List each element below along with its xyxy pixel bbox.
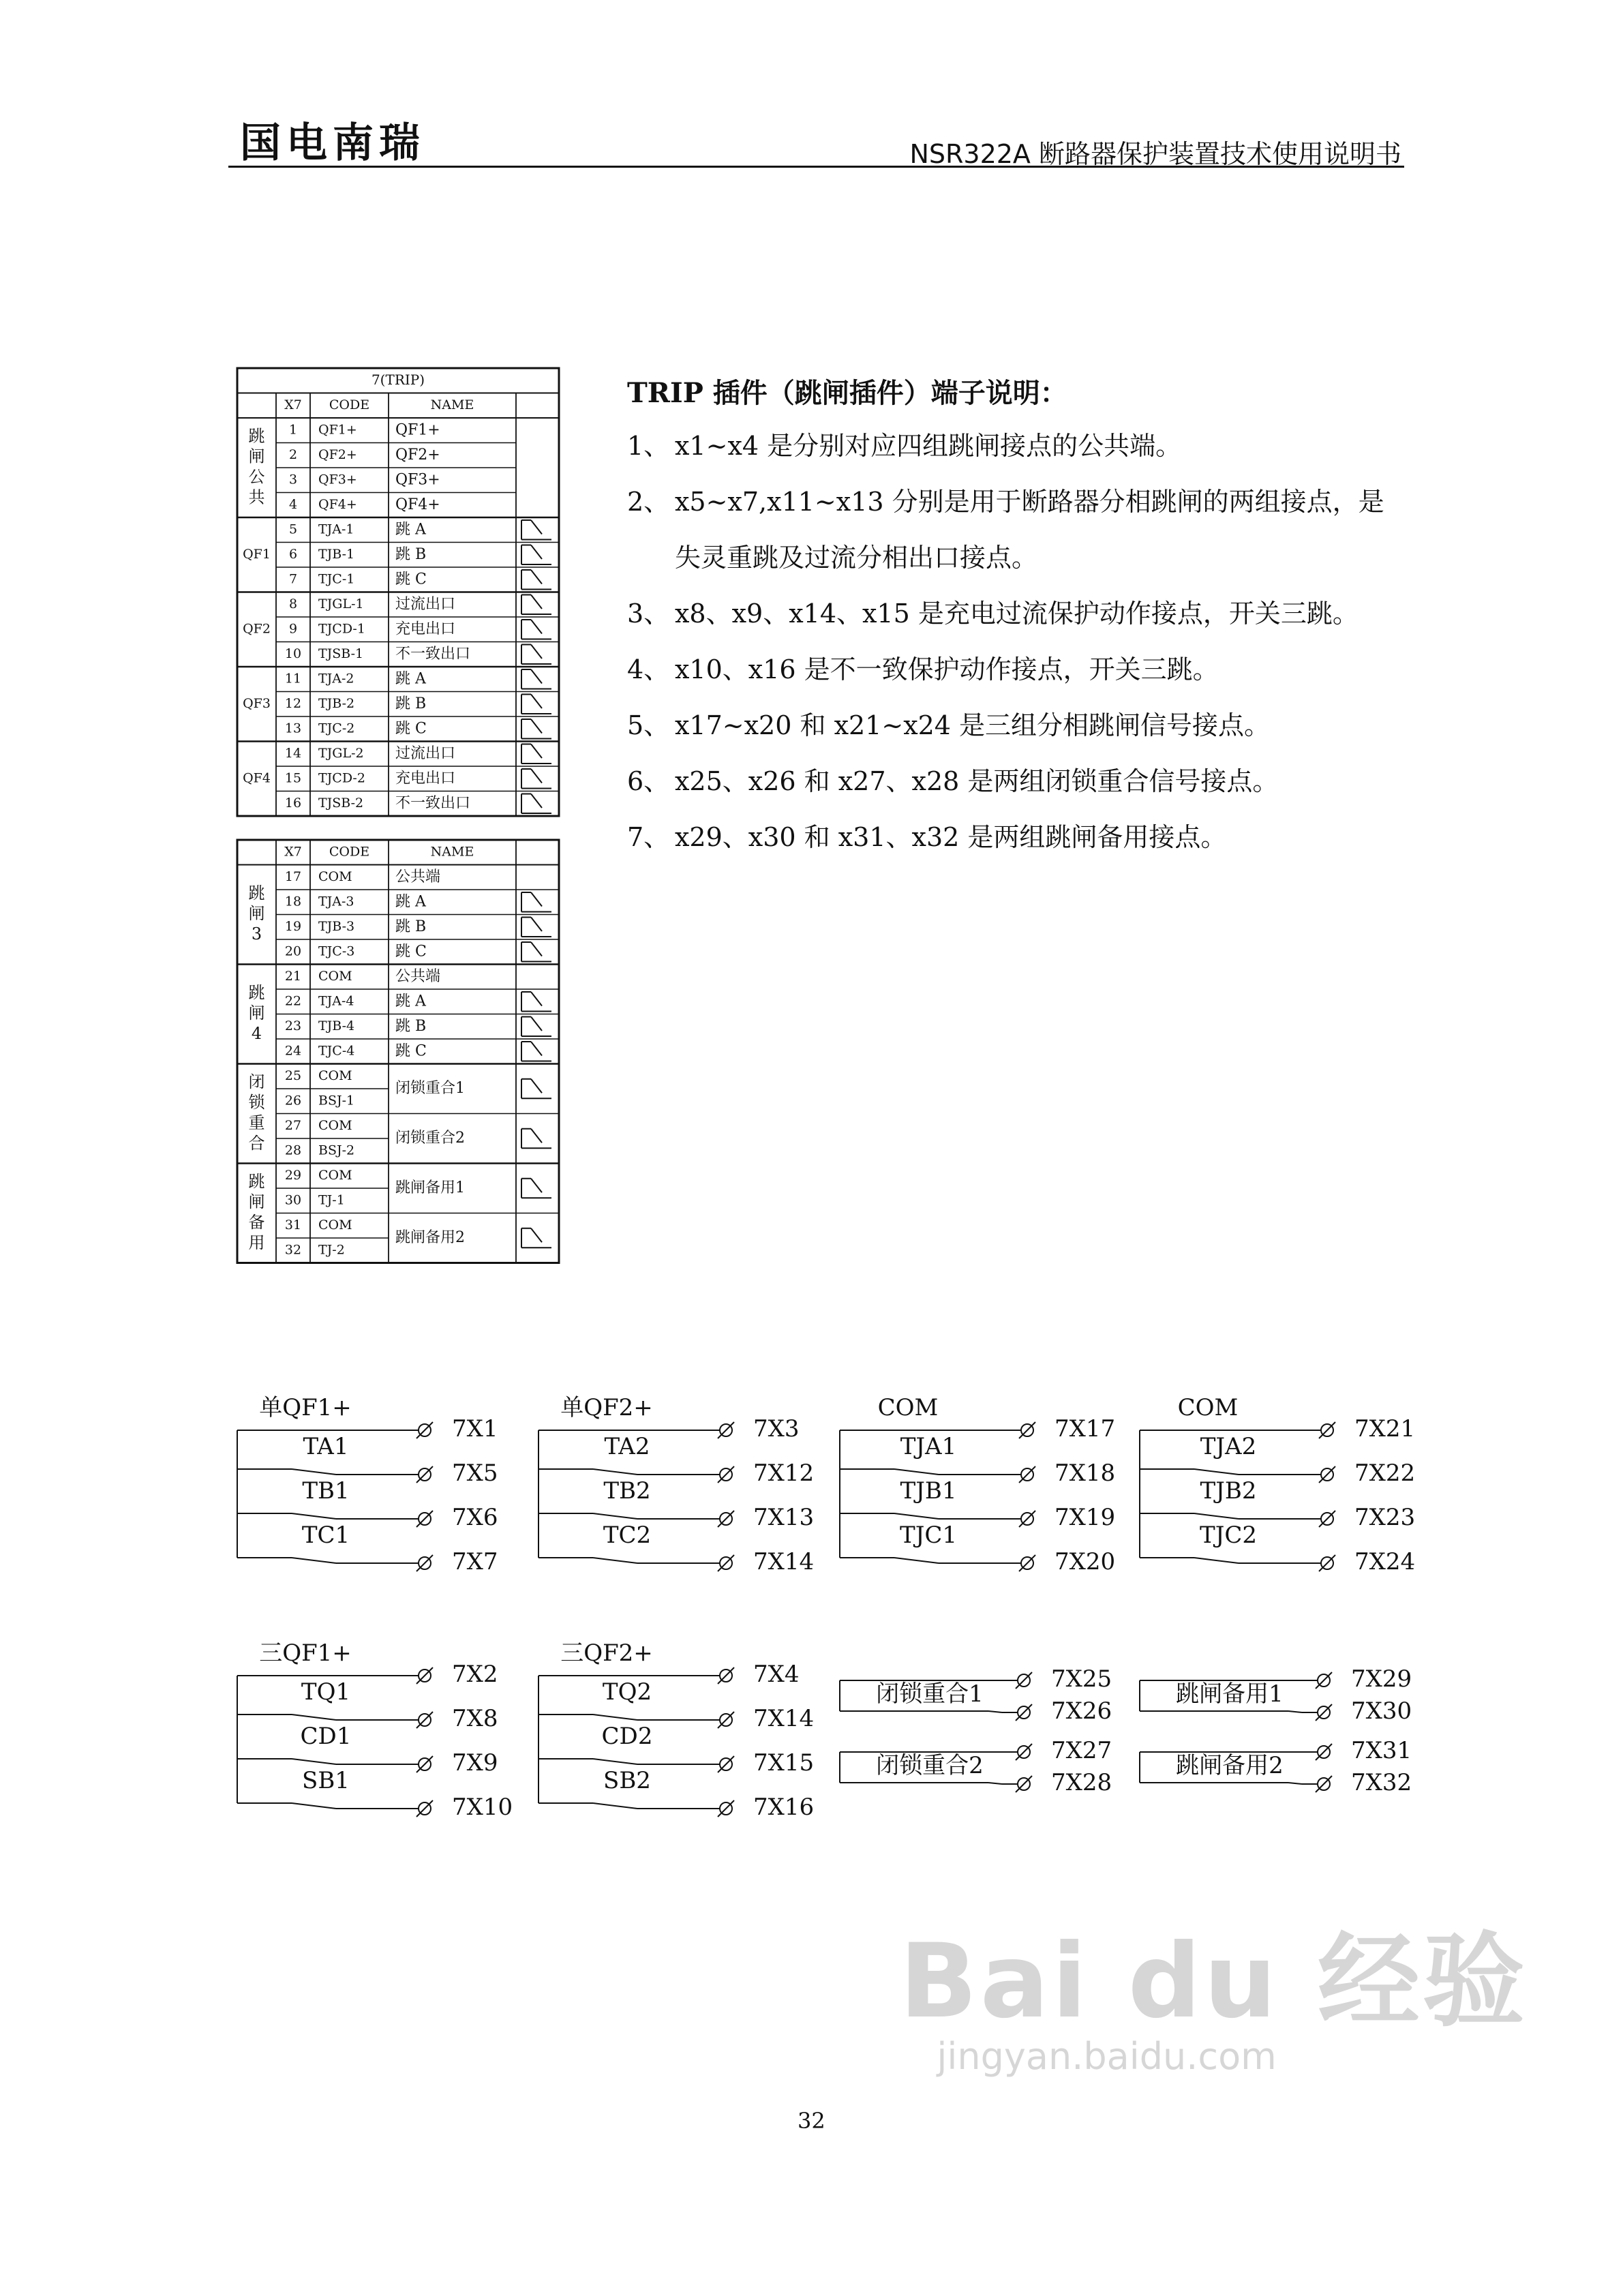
terminal-label: 7X21 — [1354, 1415, 1416, 1442]
terminal-code: BSJ-1 — [318, 1093, 355, 1108]
terminal-number: 19 — [284, 918, 302, 934]
terminal-name: 跳 A — [395, 893, 426, 911]
terminal-name: 过流出口 — [395, 595, 456, 613]
terminal-name: 闭锁重合1 — [395, 1080, 465, 1097]
terminal-label: 7X18 — [1055, 1460, 1116, 1487]
group-label: 用 — [248, 1233, 265, 1252]
group-label: QF1 — [243, 546, 271, 562]
terminal-label: 7X6 — [452, 1504, 498, 1531]
col-header: CODE — [329, 397, 370, 412]
note-item: 6、 x25、x26 和 x27、x28 是两组闭锁重合信号接点。 — [627, 766, 1279, 796]
common-label: COM — [1177, 1394, 1239, 1421]
group-label: 闸 — [248, 1003, 265, 1023]
terminal-name: 不一致出口 — [395, 794, 471, 812]
terminal-number: 31 — [284, 1217, 302, 1233]
trip-contact-group — [539, 1394, 814, 1575]
terminal-label: 7X30 — [1351, 1697, 1412, 1725]
terminal-name: 公共端 — [395, 868, 441, 886]
contact-label: TA2 — [604, 1433, 650, 1460]
contact-label: TJC2 — [1200, 1522, 1257, 1549]
group-label: 闸 — [248, 904, 265, 923]
contact-label: TQ2 — [602, 1678, 652, 1706]
terminal-number: 24 — [284, 1043, 302, 1059]
terminal-name: QF3+ — [395, 471, 440, 489]
signal-contact-pair — [1140, 1665, 1412, 1725]
terminal-name: QF1+ — [395, 421, 440, 439]
terminal-name: 跳 C — [395, 943, 427, 961]
terminal-name: 跳闸备用1 — [395, 1179, 465, 1196]
contact-label: CD1 — [300, 1723, 352, 1750]
terminal-code: TJA-4 — [318, 993, 354, 1009]
table-title: 7(TRIP) — [371, 371, 425, 388]
group-label: 4 — [251, 1024, 262, 1043]
terminal-label: 7X14 — [753, 1705, 815, 1732]
terminal-label: 7X17 — [1055, 1415, 1116, 1442]
contact-label: CD2 — [601, 1723, 653, 1750]
terminal-number: 26 — [284, 1093, 302, 1108]
terminal-code: TJC-1 — [318, 571, 355, 587]
group-label: 跳 — [248, 883, 265, 903]
terminal-number: 15 — [284, 770, 302, 786]
terminal-number: 29 — [284, 1167, 302, 1183]
contact-label: TB2 — [603, 1477, 651, 1505]
terminal-code: COM — [318, 1117, 352, 1133]
note-item: 1、 x1~x4 是分别对应四组跳闸接点的公共端。 — [627, 431, 1182, 461]
col-header: X7 — [284, 844, 302, 860]
terminal-name: 跳 A — [395, 993, 426, 1010]
terminal-label: 7X2 — [452, 1661, 498, 1688]
terminal-number: 3 — [288, 472, 298, 487]
terminal-label: 7X5 — [452, 1460, 498, 1487]
common-label: 三QF2+ — [560, 1640, 653, 1667]
terminal-label: 7X4 — [753, 1661, 800, 1688]
terminal-label: 7X12 — [753, 1460, 815, 1487]
contact-name: 闭锁重合2 — [876, 1752, 984, 1779]
terminal-label: 7X20 — [1055, 1548, 1116, 1575]
col-header: NAME — [430, 844, 474, 860]
contact-label: TA1 — [303, 1433, 349, 1460]
terminal-number: 20 — [284, 943, 302, 959]
group-label: QF2 — [243, 621, 271, 637]
common-label: 三QF1+ — [259, 1640, 352, 1667]
terminal-number: 7 — [288, 571, 298, 587]
terminal-code: COM — [318, 1068, 352, 1083]
trip-contact-group — [840, 1394, 1115, 1575]
terminal-name: 跳 B — [395, 1017, 427, 1035]
group-label: 跳 — [248, 426, 265, 446]
terminal-name: 跳 B — [395, 695, 427, 712]
group-label: 3 — [251, 924, 262, 943]
terminal-label: 7X24 — [1354, 1548, 1416, 1575]
header-logo: 国电南瑞 — [240, 119, 425, 167]
group-label: 备 — [248, 1213, 265, 1232]
terminal-number: 18 — [284, 894, 302, 909]
terminal-code: COM — [318, 868, 352, 884]
terminal-number: 11 — [284, 671, 302, 686]
terminal-label: 7X1 — [452, 1415, 498, 1442]
contact-label: TB1 — [302, 1477, 350, 1505]
contact-label: TQ1 — [301, 1678, 351, 1706]
terminal-code: TJGL-2 — [318, 745, 364, 761]
terminal-label: 7X16 — [753, 1794, 815, 1821]
terminal-code: QF1+ — [318, 422, 357, 438]
col-header: CODE — [329, 844, 370, 860]
terminal-name: 过流出口 — [395, 744, 456, 762]
terminal-code: TJC-4 — [318, 1043, 355, 1059]
terminal-number: 22 — [284, 993, 302, 1009]
terminal-name: 充电出口 — [395, 620, 456, 638]
contact-label: TJB1 — [900, 1477, 957, 1505]
terminal-code: TJC-3 — [318, 943, 355, 959]
group-label: 合 — [248, 1134, 265, 1153]
terminal-label: 7X29 — [1351, 1665, 1412, 1693]
note-item-continuation: 失灵重跳及过流分相出口接点。 — [675, 543, 1038, 573]
terminal-name: 闭锁重合2 — [395, 1130, 465, 1147]
signal-contact-pair — [1140, 1737, 1412, 1796]
terminal-number: 2 — [288, 447, 298, 462]
group-label: QF4 — [243, 770, 271, 786]
terminal-code: TJSB-1 — [318, 646, 364, 661]
terminal-code: QF4+ — [318, 496, 357, 512]
terminal-code: TJC-2 — [318, 721, 355, 736]
col-header: X7 — [284, 397, 302, 412]
terminal-label: 7X28 — [1051, 1769, 1112, 1796]
terminal-label: 7X19 — [1055, 1504, 1116, 1531]
col-header: NAME — [430, 397, 474, 412]
contact-label: TC2 — [603, 1522, 652, 1549]
terminal-name: QF4+ — [395, 496, 440, 513]
terminal-label: 7X8 — [452, 1705, 498, 1732]
terminal-number: 5 — [288, 522, 298, 537]
terminal-code: QF3+ — [318, 472, 357, 487]
note-item: 3、 x8、x9、x14、x15 是充电过流保护动作接点，开关三跳。 — [627, 599, 1359, 629]
terminal-name: 跳闸备用2 — [395, 1229, 465, 1246]
terminal-label: 7X31 — [1351, 1737, 1412, 1764]
group-label: 锁 — [248, 1093, 265, 1112]
terminal-name: 跳 A — [395, 670, 426, 688]
terminal-code: BSJ-2 — [318, 1143, 355, 1158]
header-title: NSR322A 断路器保护装置技术使用说明书 — [909, 139, 1401, 169]
group-label: 公 — [248, 467, 265, 487]
group-label: 共 — [248, 487, 265, 507]
terminal-label: 7X15 — [753, 1749, 815, 1777]
group-label: 闸 — [248, 1192, 265, 1211]
terminal-number: 23 — [284, 1018, 302, 1033]
terminal-number: 14 — [284, 745, 302, 761]
terminal-label: 7X25 — [1051, 1665, 1112, 1693]
terminal-code: TJB-2 — [318, 695, 355, 711]
terminal-name: 公共端 — [395, 967, 441, 985]
contact-name: 闭锁重合1 — [876, 1680, 984, 1708]
terminal-number: 9 — [288, 621, 298, 637]
contact-label: SB1 — [302, 1767, 350, 1794]
terminal-number: 32 — [284, 1242, 302, 1258]
terminal-name: QF2+ — [395, 446, 440, 464]
contact-label: TJA2 — [1200, 1433, 1257, 1460]
terminal-number: 17 — [284, 868, 302, 884]
terminal-label: 7X7 — [452, 1548, 498, 1575]
terminal-number: 21 — [284, 968, 302, 984]
terminal-code: TJSB-2 — [318, 795, 364, 811]
trip-contact-group — [539, 1640, 814, 1821]
terminal-code: TJA-3 — [318, 894, 354, 909]
terminal-code: TJA-2 — [318, 671, 354, 686]
contact-label: TJB2 — [1200, 1477, 1257, 1505]
terminal-label: 7X14 — [753, 1548, 815, 1575]
terminal-number: 27 — [284, 1117, 302, 1133]
terminal-code: TJCD-1 — [318, 621, 365, 637]
group-label: 重 — [248, 1113, 265, 1132]
terminal-number: 1 — [288, 422, 298, 438]
terminal-name: 不一致出口 — [395, 645, 471, 663]
terminal-label: 7X13 — [753, 1504, 815, 1531]
terminal-label: 7X10 — [452, 1794, 513, 1821]
note-item: 4、 x10、x16 是不一致保护动作接点，开关三跳。 — [627, 654, 1219, 684]
terminal-number: 13 — [284, 721, 302, 736]
signal-contact-pair — [840, 1737, 1112, 1796]
terminal-number: 4 — [288, 496, 298, 512]
terminal-code: TJCD-2 — [318, 770, 365, 786]
terminal-number: 28 — [284, 1143, 302, 1158]
terminal-label: 7X23 — [1354, 1504, 1416, 1531]
terminal-number: 10 — [284, 646, 302, 661]
terminal-label: 7X32 — [1351, 1769, 1412, 1796]
common-label: 单QF1+ — [259, 1394, 352, 1421]
common-label: COM — [877, 1394, 939, 1421]
terminal-name: 跳 A — [395, 521, 426, 539]
terminal-code: TJA-1 — [318, 522, 354, 537]
terminal-name: 跳 C — [395, 571, 427, 588]
group-label: 跳 — [248, 1172, 265, 1191]
terminal-code: TJGL-1 — [318, 596, 364, 611]
terminal-code: TJB-4 — [318, 1018, 355, 1033]
group-label: 闸 — [248, 447, 265, 466]
contact-label: TJA1 — [900, 1433, 957, 1460]
terminal-number: 30 — [284, 1192, 302, 1208]
terminal-code: COM — [318, 968, 352, 984]
terminal-code: TJ-2 — [318, 1242, 345, 1258]
terminal-code: COM — [318, 1167, 352, 1183]
terminal-label: 7X27 — [1051, 1737, 1112, 1764]
terminal-name: 跳 C — [395, 720, 427, 738]
contact-label: SB2 — [603, 1767, 651, 1794]
terminal-name: 跳 B — [395, 545, 427, 563]
baidu-jingyan-watermark — [899, 1899, 1528, 2078]
terminal-code: TJB-3 — [318, 918, 355, 934]
contact-label: TJC1 — [900, 1522, 957, 1549]
terminal-name: 充电出口 — [395, 770, 456, 787]
watermark-logo: Bai du 经验 — [899, 1922, 1528, 2041]
terminal-number: 12 — [284, 695, 302, 711]
contact-name: 跳闸备用2 — [1176, 1752, 1284, 1779]
watermark-url: jingyan.baidu.com — [937, 2035, 1277, 2078]
note-item: 7、 x29、x30 和 x31、x32 是两组跳闸备用接点。 — [627, 822, 1227, 852]
terminal-code: QF2+ — [318, 447, 357, 462]
terminal-label: 7X9 — [452, 1749, 498, 1777]
terminal-code: COM — [318, 1217, 352, 1233]
terminal-code: TJB-1 — [318, 546, 355, 562]
trip-contact-group — [237, 1394, 498, 1575]
terminal-label: 7X22 — [1354, 1460, 1416, 1487]
page-number: 32 — [798, 2108, 825, 2134]
notes-heading: TRIP 插件（跳闸插件）端子说明： — [627, 377, 1067, 409]
terminal-number: 8 — [288, 596, 298, 611]
terminal-number: 25 — [284, 1068, 302, 1083]
contact-name: 跳闸备用1 — [1176, 1680, 1284, 1708]
group-label: QF3 — [243, 695, 271, 711]
group-label: 跳 — [248, 983, 265, 1002]
terminal-number: 6 — [288, 546, 298, 562]
terminal-name: 跳 B — [395, 918, 427, 935]
note-item: 2、 x5~x7,x11~x13 分别是用于断路器分相跳闸的两组接点，是 — [627, 487, 1384, 517]
terminal-code: TJ-1 — [318, 1192, 345, 1208]
common-label: 单QF2+ — [560, 1394, 653, 1421]
terminal-label: 7X3 — [753, 1415, 800, 1442]
trip-contact-group — [1140, 1394, 1415, 1575]
group-label: 闭 — [248, 1072, 265, 1091]
terminal-label: 7X26 — [1051, 1697, 1112, 1725]
signal-contact-pair — [840, 1665, 1112, 1725]
terminal-name: 跳 C — [395, 1042, 427, 1060]
trip-contact-group — [237, 1640, 513, 1821]
note-item: 5、 x17~x20 和 x21~x24 是三组分相跳闸信号接点。 — [627, 710, 1271, 740]
contact-label: TC1 — [301, 1522, 350, 1549]
terminal-number: 16 — [284, 795, 302, 811]
